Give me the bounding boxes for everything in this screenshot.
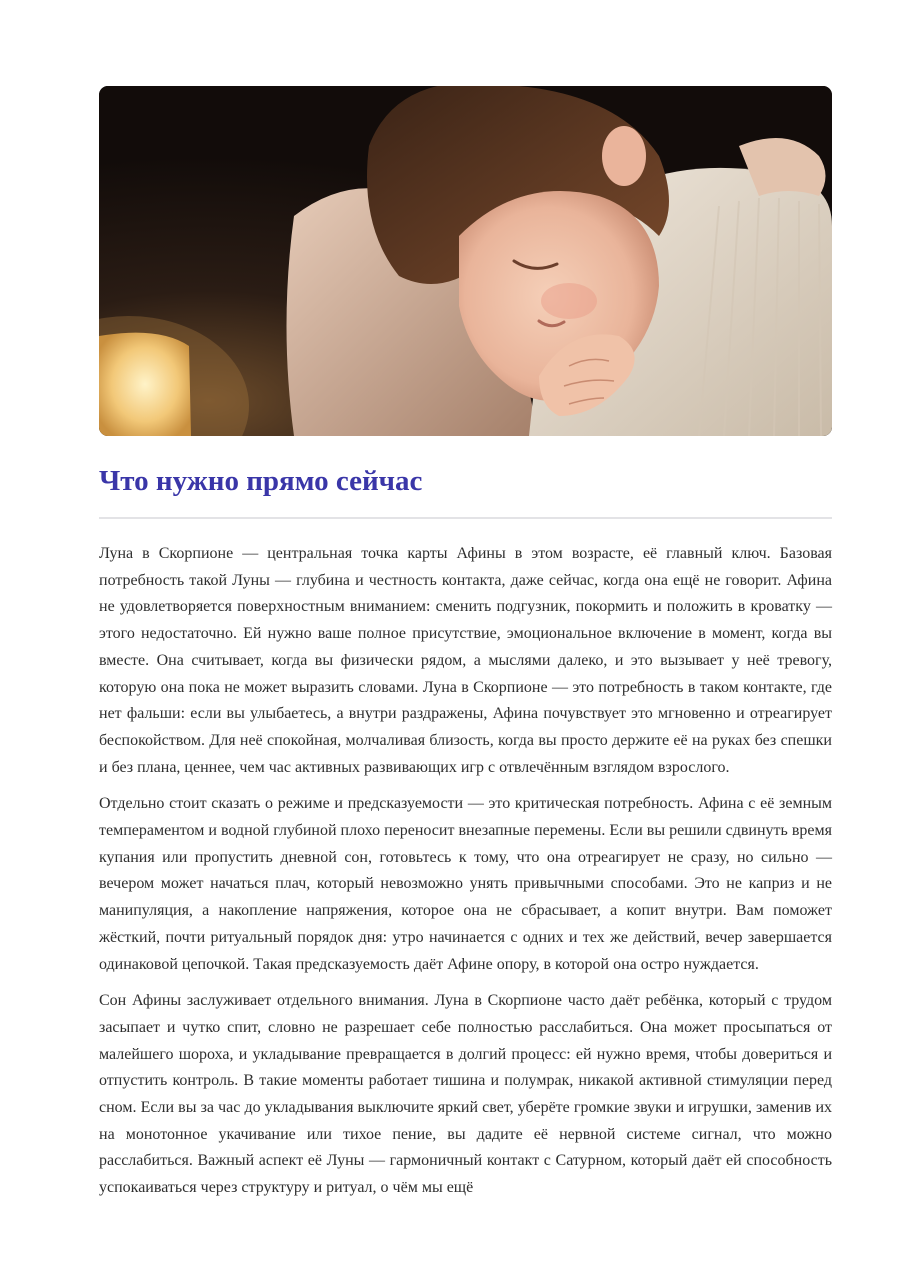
paragraph: Отдельно стоит сказать о режиме и предсказуемости — это критическая потребность. Афина с её земным темпераментом и водной глубиной плохо переносит внезапные перемены. Если вы решили сдвинуть время купания или пропустить дневной сон, готовьтесь к тому, что она отреагирует не сразу, но сильно — вечером может начаться плач, который невозможно унять привычными способами. Это не каприз и не манипуляция, а накопление напряжения, которое она не сбрасывает, а копит внутри. Вам поможет жёсткий, почти ритуальный порядок дня: утро начинается с одних и тех же действий, вечер завершается одинаковой цепочкой. Такая предсказуемость даёт Афине опору, в которой она остро нуждается.: [99, 795, 832, 973]
section-title: Что нужно прямо сейчас: [99, 465, 423, 497]
lamp-shape: [99, 333, 191, 436]
article: [99, 86, 832, 1212]
sleeping-child-image: [99, 86, 832, 436]
paragraph: Луна в Скорпионе — центральная точка карты Афины в этом возрасте, её главный ключ. Базовая потребность такой Луны — глубина и честность контакта, даже сейчас, когда она ещё не говорит. Афина не удовлетворяется поверхностным вниманием: сменить подгузник, покормить и положить в кроватку — этого недостаточно. Ей нужно ваше полное присутствие, эмоциональное включение в момент, когда вы вместе. Она считывает, когда вы физически рядом, а мыслями далеко, и это вызывает у неё тревогу, которую она пока не может выразить словами. Луна в Скорпионе — это потребность в таком контакте, где нет фальши: если вы улыбаетесь, а внутри раздражены, Афина почувствует это мгновенно и отреагирует беспокойством. Для неё спокойная, молчаливая близость, когда вы просто держите её на руках без спешки и без плана, ценнее, чем час активных развивающих игр с отвлечённым взглядом взрослого.: [99, 545, 832, 776]
title-divider: [99, 517, 832, 519]
article-body: [99, 541, 832, 1202]
paragraph: Сон Афины заслуживает отдельного внимания. Луна в Скорпионе часто даёт ребёнка, который с трудом засыпает и чутко спит, словно не разрешает себе полностью расслабиться. Она может просыпаться от малейшего шороха, и укладывание превращается в долгий процесс: ей нужно время, чтобы довериться и отпустить контроль. В такие моменты работает тишина и полумрак, никакой активной стимуляции перед сном. Если вы за час до укладывания выключите яркий свет, уберёте громкие звуки и игрушки, заменив их на монотонное укачивание или тихое пение, вы дадите её нервной системе сигнал, что можно расслабиться. Важный аспект её Луны — гармоничный контакт с Сатурном, который даёт ей способность успокаиваться через структуру и ритуал, о чём мы ещё: [99, 992, 832, 1197]
hero-photo: [99, 86, 832, 436]
